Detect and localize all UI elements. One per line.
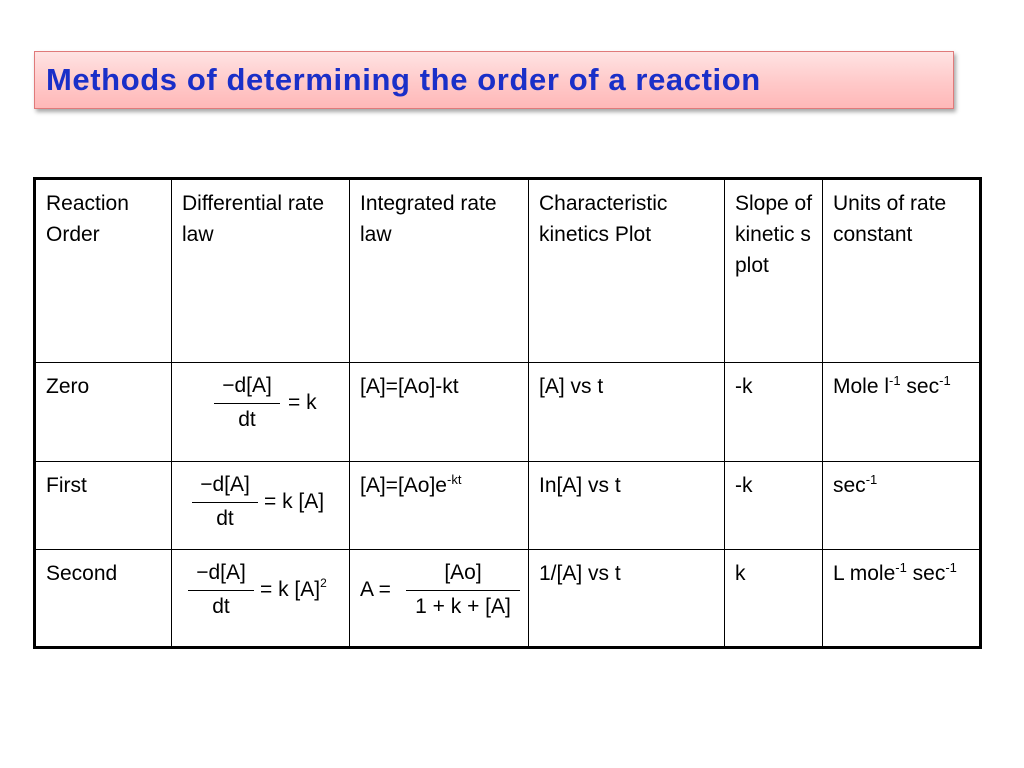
cell-integrated-law <box>350 462 529 550</box>
cell-kinetics-plot: 1/[A] vs t <box>529 550 725 648</box>
unit-exponent: -1 <box>895 560 907 575</box>
cell-units <box>823 550 981 648</box>
fraction <box>214 371 280 435</box>
denominator: dt <box>238 408 256 431</box>
fraction-bar <box>406 590 520 591</box>
integrated-text: [A]=[Ao]-kt <box>360 375 459 398</box>
header-units: Units of rate constant <box>823 179 981 363</box>
fraction <box>188 558 254 622</box>
unit-exponent: -1 <box>939 373 951 388</box>
rhs-exponent: 2 <box>320 576 327 590</box>
numerator: −d[A] <box>196 561 246 584</box>
denominator: dt <box>212 595 230 618</box>
cell-slope: -k <box>725 363 823 462</box>
cell-kinetics-plot: [A] vs t <box>529 363 725 462</box>
numerator: −d[A] <box>200 473 250 496</box>
denominator: dt <box>216 507 234 530</box>
cell-slope: k <box>725 550 823 648</box>
unit-part: sec <box>906 562 946 585</box>
denominator: 1 + k + [A] <box>415 595 511 618</box>
cell-order: Zero <box>35 363 172 462</box>
differential-equation <box>178 558 343 634</box>
page-title: Methods of determining the order of a reaction <box>46 62 761 97</box>
table-row-first <box>35 462 981 550</box>
rhs-text: = k [A] <box>260 578 321 601</box>
numerator: [Ao] <box>444 561 482 584</box>
cell-order: First <box>35 462 172 550</box>
cell-integrated-law <box>350 363 529 462</box>
header-reaction-order: Reaction Order <box>35 179 172 363</box>
unit-part: sec <box>900 375 940 398</box>
rhs-text: = k <box>288 391 317 414</box>
cell-integrated-law <box>350 550 529 648</box>
header-integrated-rate-law: Integrated rate law <box>350 179 529 363</box>
fraction <box>192 470 258 534</box>
integrated-equation <box>360 558 522 634</box>
unit-part: L mole <box>833 562 896 585</box>
fraction-bar <box>188 590 254 591</box>
integrated-exponent: -kt <box>446 472 462 487</box>
fraction-bar <box>214 403 280 404</box>
cell-units <box>823 462 981 550</box>
integrated-text: [A]=[Ao]e <box>360 474 447 497</box>
differential-equation <box>182 371 343 451</box>
unit-part: Mole l <box>833 375 890 398</box>
header-differential-rate-law: Differential rate law <box>172 179 350 363</box>
table-row-zero <box>35 363 981 462</box>
fraction <box>406 558 520 622</box>
table-row-second <box>35 550 981 648</box>
unit-exponent: -1 <box>889 373 901 388</box>
header-kinetics-plot: Characteristic kinetics Plot <box>529 179 725 363</box>
rhs-text: = k [A] <box>264 490 325 513</box>
cell-differential-law <box>172 363 350 462</box>
unit-part: sec <box>833 474 866 497</box>
cell-differential-law <box>172 462 350 550</box>
unit-exponent: -1 <box>945 560 957 575</box>
unit-exponent: -1 <box>865 472 878 487</box>
integrated-lhs: A = <box>360 578 391 601</box>
equation-rhs <box>288 388 317 418</box>
table-header-row <box>35 179 981 363</box>
title-banner <box>34 51 954 109</box>
equation-rhs <box>260 575 327 605</box>
reaction-order-table <box>33 177 982 649</box>
equation-rhs <box>264 487 324 517</box>
differential-equation <box>182 470 343 542</box>
numerator: −d[A] <box>222 374 272 397</box>
cell-order: Second <box>35 550 172 648</box>
cell-differential-law <box>172 550 350 648</box>
cell-units <box>823 363 981 462</box>
cell-slope: -k <box>725 462 823 550</box>
cell-kinetics-plot: In[A] vs t <box>529 462 725 550</box>
fraction-bar <box>192 502 258 503</box>
header-slope: Slope of kinetic s plot <box>725 179 823 363</box>
